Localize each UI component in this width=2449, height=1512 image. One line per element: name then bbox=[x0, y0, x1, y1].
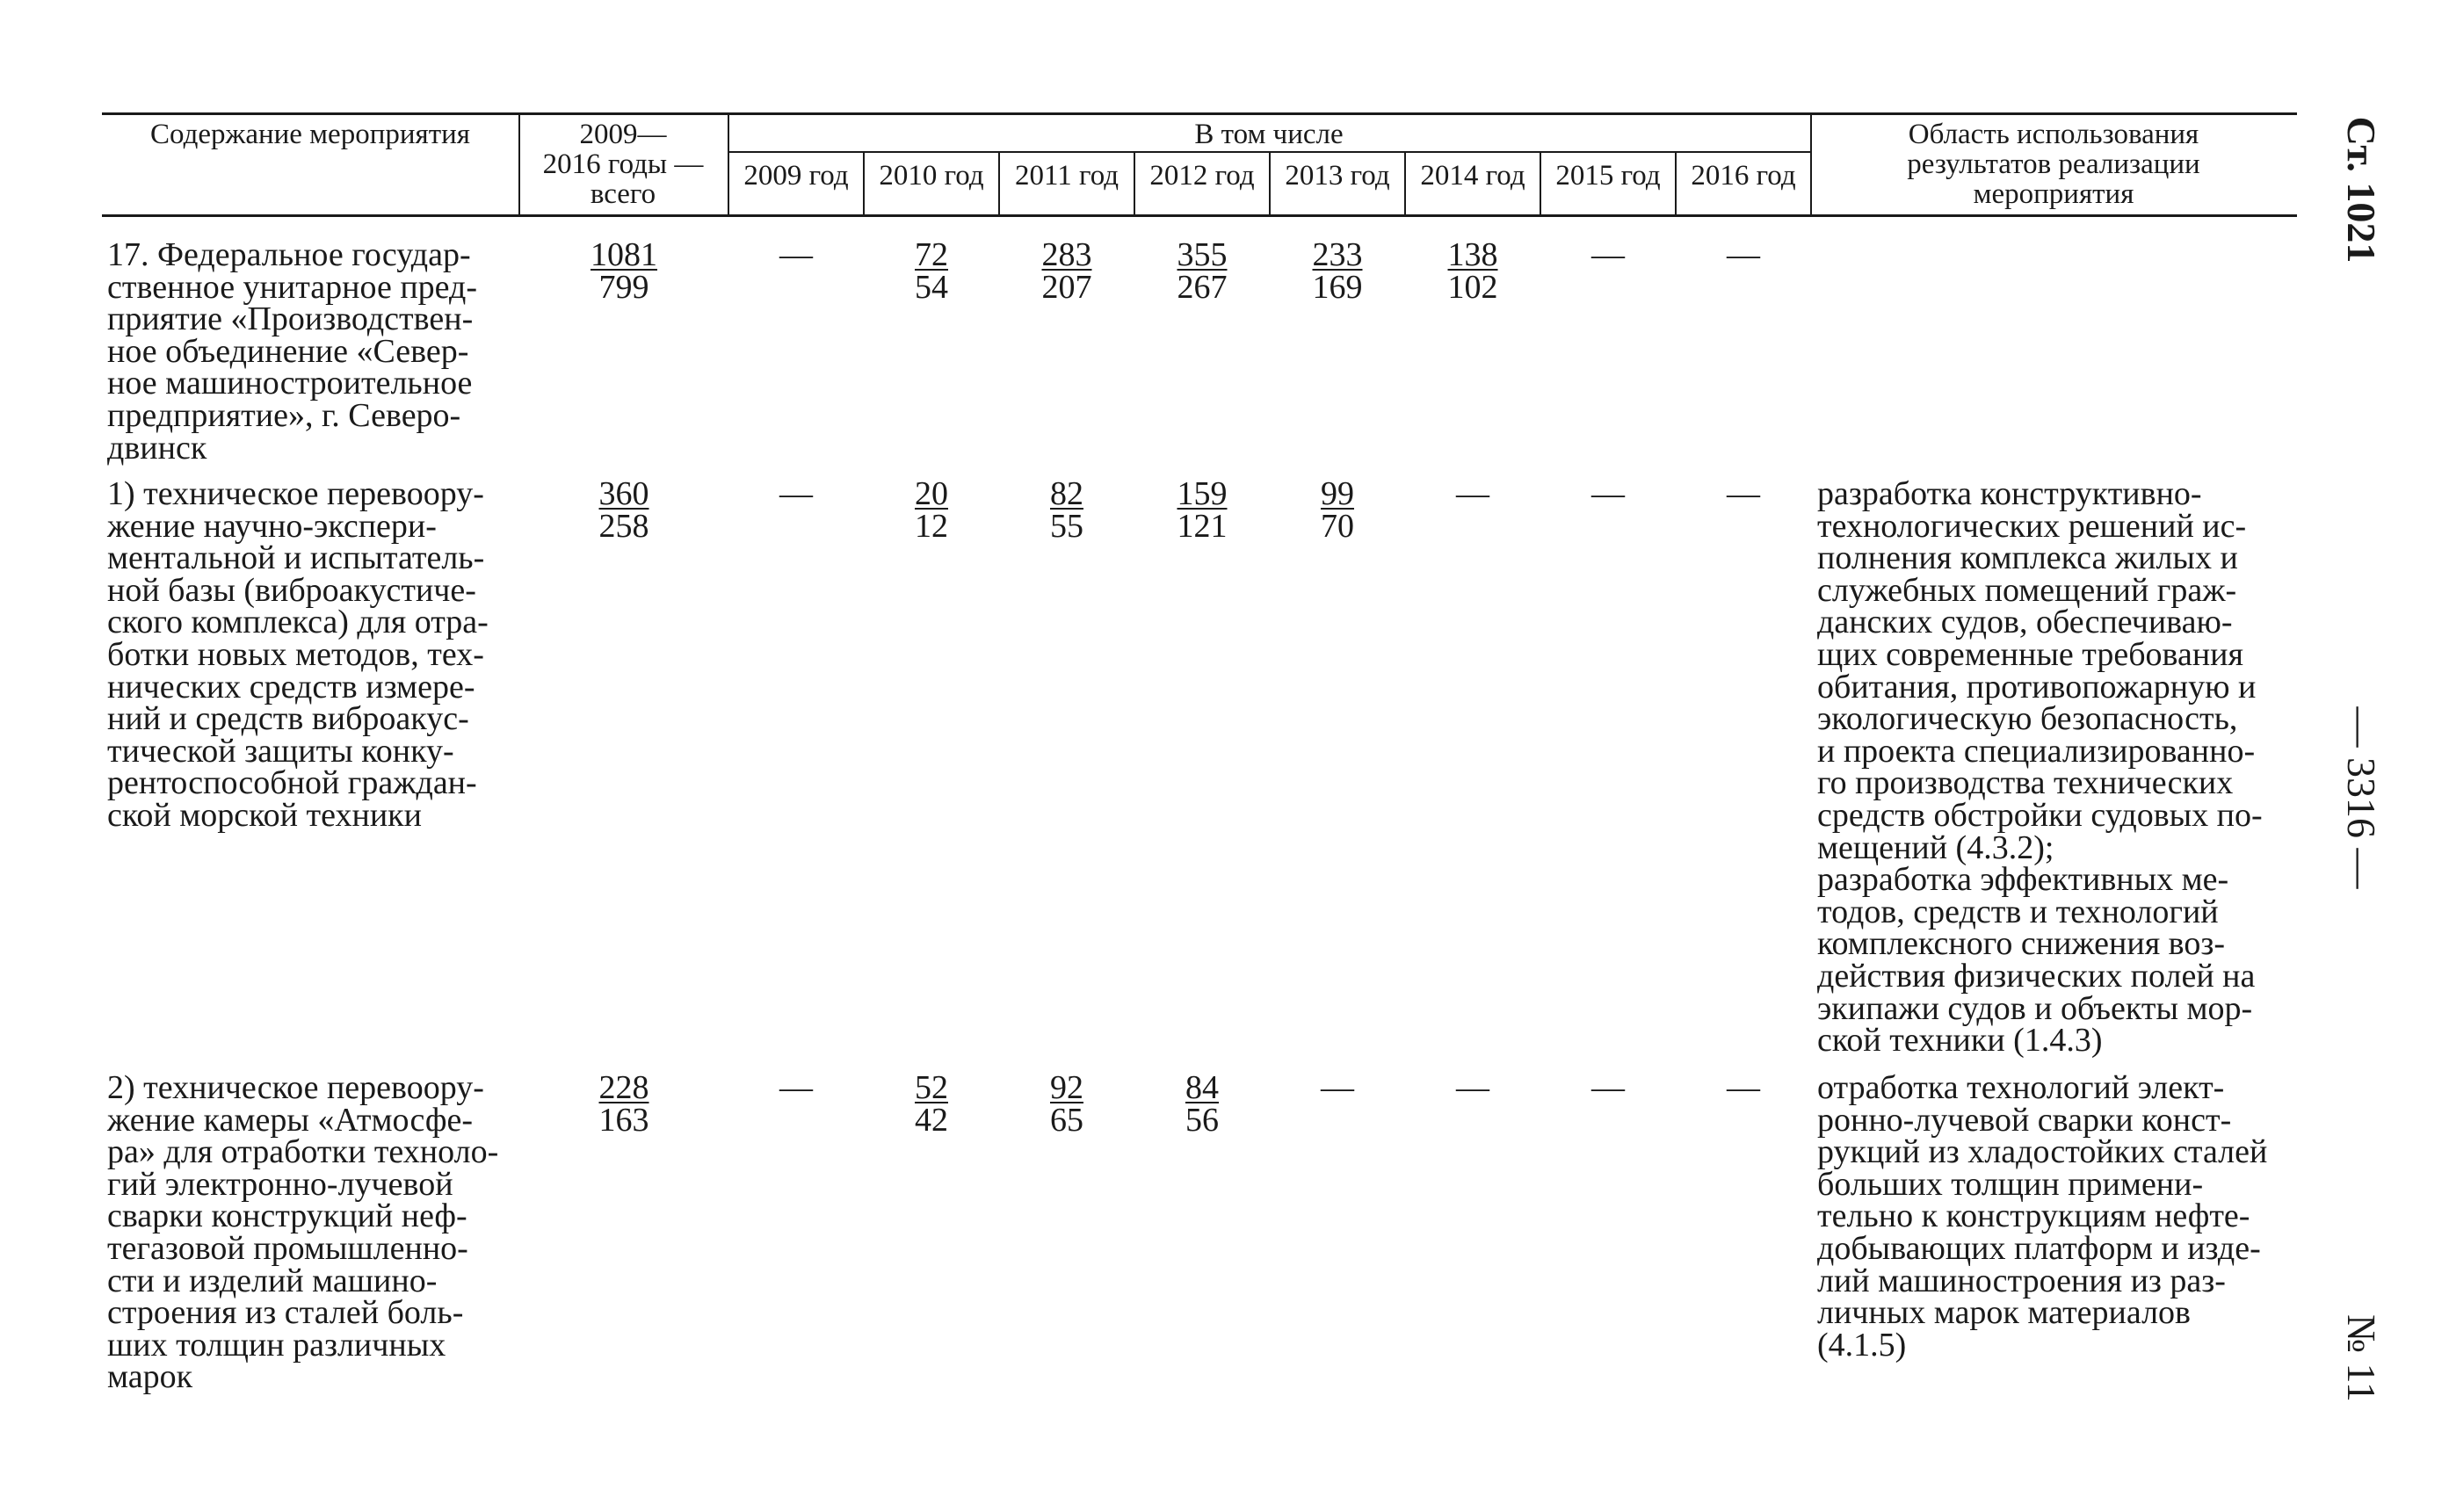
row-17-2010 bbox=[870, 236, 993, 306]
row-2-2011-top: 92 bbox=[1050, 1069, 1083, 1106]
row-1-area: разработка конструктивно- технологических решений ис- полнения комплекса жилых и служебных помещений граж- данских судов, обеспечиваю- щих современные требования обитания, противопожарную и экологическую безопасность, и проекта специализированно- го производства технических средств обстройки судовых по- мещений (4.3.2); разработка эффективных ме- тодов, средств и технологий комплексного снижения воз- действия физических полей на экипажи судов и объекты мор- ской техники (1.4.3) bbox=[1817, 475, 2263, 1060]
row-2-2016-dash: — bbox=[1727, 1069, 1760, 1106]
row-2-content: 2) техническое перевоору- жение камеры «Атмосфе- ра» для отработки техноло- гий электронно-лучевой сварки конструкций неф- тегазовой промышленно- сти и изделий машино- строения из сталей боль- ших толщин различных марок bbox=[107, 1069, 499, 1396]
row-17-2010-top: 72 bbox=[915, 236, 948, 273]
row-2-2012-bottom: 56 bbox=[1185, 1101, 1219, 1139]
row-17-2013 bbox=[1276, 236, 1399, 306]
row-2-total bbox=[562, 1069, 685, 1139]
header-year-2015: 2015 год bbox=[1555, 160, 1661, 192]
row-17-2015-dash: — bbox=[1591, 236, 1625, 273]
row-1-2009-dash: — bbox=[779, 475, 813, 512]
row-1-2012-top: 159 bbox=[1177, 475, 1228, 512]
row-2-2010-top: 52 bbox=[915, 1069, 948, 1106]
row-1-total-bottom: 258 bbox=[598, 507, 649, 545]
row-17-total-top: 1081 bbox=[591, 236, 657, 273]
row-1-2014-dash: — bbox=[1456, 475, 1489, 512]
header-year-2013: 2013 год bbox=[1285, 160, 1390, 192]
row-1-2013-bottom: 70 bbox=[1321, 507, 1354, 545]
issue-number-label: № 11 bbox=[2339, 1314, 2384, 1402]
row-1-2010-top: 20 bbox=[915, 475, 948, 512]
header-year-2010: 2010 год bbox=[879, 160, 984, 192]
header-year-2016: 2016 год bbox=[1691, 160, 1796, 192]
row-1-2013 bbox=[1276, 475, 1399, 545]
row-1-content: 1) техническое перевоору- жение научно-экспери- ментальной и испытатель- ной базы (виброакустиче- ского комплекса) для отра- ботки новых методов, тех- нических средств измере- ний и средств виброакус- тической защиты конку- рентоспособной граждан- ской морской техники bbox=[107, 475, 489, 834]
row-1-2013-top: 99 bbox=[1321, 475, 1354, 512]
header-including: В том числе bbox=[1194, 119, 1344, 150]
row-17-2011-bottom: 207 bbox=[1041, 268, 1092, 306]
row-17-2009-dash: — bbox=[779, 236, 813, 273]
row-2-2010 bbox=[870, 1069, 993, 1139]
row-17-2012-top: 355 bbox=[1177, 236, 1228, 273]
row-2-2013-dash: — bbox=[1321, 1069, 1354, 1106]
row-17-2013-top: 233 bbox=[1312, 236, 1363, 273]
header-bottom-rule bbox=[102, 214, 2297, 217]
page-number-label: — 3316 — bbox=[2339, 706, 2384, 889]
table-top-rule bbox=[102, 112, 2297, 115]
row-2-2014-dash: — bbox=[1456, 1069, 1489, 1106]
row-2-total-top: 228 bbox=[598, 1069, 649, 1106]
header-year-2014: 2014 год bbox=[1420, 160, 1525, 192]
row-1-2011 bbox=[1005, 475, 1128, 545]
row-17-content: 17. Федеральное государ- ственное унитарное пред- приятие «Производствен- ное объединение «Север- ное машиностроительное предприятие», г. Северо- двинск bbox=[107, 236, 478, 467]
header-area: Область использования результатов реализации мероприятия bbox=[1907, 119, 2200, 210]
row-17-2011-top: 283 bbox=[1041, 236, 1092, 273]
row-2-area: отработка технологий элект- ронно-лучевой сварки конст- рукций из хладостойких сталей больших толщин примени- тельно к конструкциям нефте- добывающих платформ и изде- лий машиностроения из раз- личных марок материалов (4.1.5) bbox=[1817, 1069, 2268, 1364]
row-1-2010-bottom: 12 bbox=[915, 507, 948, 545]
row-17-2013-bottom: 169 bbox=[1312, 268, 1363, 306]
row-2-2015-dash: — bbox=[1591, 1069, 1625, 1106]
row-17-2014 bbox=[1411, 236, 1534, 306]
divider-years-area bbox=[1810, 112, 1812, 215]
row-1-total-top: 360 bbox=[598, 475, 649, 512]
header-year-2012: 2012 год bbox=[1149, 160, 1255, 192]
row-2-2012 bbox=[1141, 1069, 1264, 1139]
row-17-2012-bottom: 267 bbox=[1177, 268, 1228, 306]
row-1-2011-bottom: 55 bbox=[1050, 507, 1083, 545]
row-2-2010-bottom: 42 bbox=[915, 1101, 948, 1139]
header-total: 2009— 2016 годы — всего bbox=[542, 119, 704, 210]
header-year-2009: 2009 год bbox=[743, 160, 849, 192]
page-ref-label: Ст. 1021 bbox=[2339, 116, 2384, 264]
row-1-total bbox=[562, 475, 685, 545]
row-17-2011 bbox=[1005, 236, 1128, 306]
row-1-2011-top: 82 bbox=[1050, 475, 1083, 512]
header-year-2011: 2011 год bbox=[1014, 160, 1119, 192]
row-2-total-bottom: 163 bbox=[598, 1101, 649, 1139]
divider-content-total bbox=[518, 112, 520, 215]
header-content: Содержание мероприятия bbox=[150, 119, 470, 150]
row-1-2016-dash: — bbox=[1727, 475, 1760, 512]
row-17-2014-top: 138 bbox=[1447, 236, 1498, 273]
row-1-2010 bbox=[870, 475, 993, 545]
row-2-2011-bottom: 65 bbox=[1050, 1101, 1083, 1139]
row-17-2014-bottom: 102 bbox=[1447, 268, 1498, 306]
row-2-2009-dash: — bbox=[779, 1069, 813, 1106]
row-17-2016-dash: — bbox=[1727, 236, 1760, 273]
row-17-2010-bottom: 54 bbox=[915, 268, 948, 306]
row-17-total bbox=[562, 236, 685, 306]
row-1-2012 bbox=[1141, 475, 1264, 545]
row-17-2012 bbox=[1141, 236, 1264, 306]
row-1-2015-dash: — bbox=[1591, 475, 1625, 512]
row-17-total-bottom: 799 bbox=[598, 268, 649, 306]
row-2-2012-top: 84 bbox=[1185, 1069, 1219, 1106]
row-2-2011 bbox=[1005, 1069, 1128, 1139]
row-1-2012-bottom: 121 bbox=[1177, 507, 1228, 545]
